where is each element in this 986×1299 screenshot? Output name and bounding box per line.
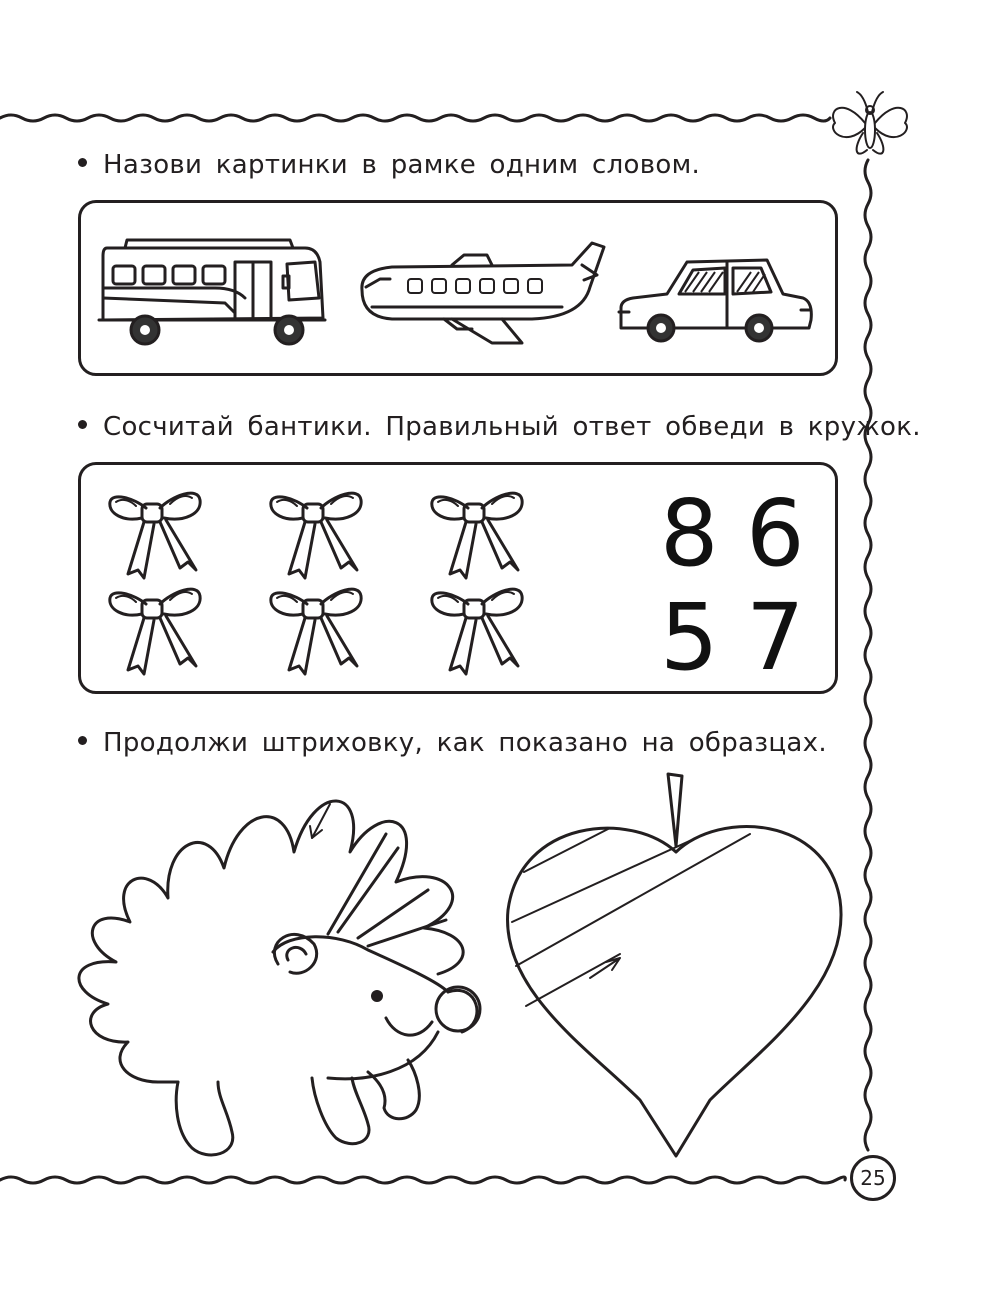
task-1-text: Назови картинки в рамке одним словом.: [103, 150, 701, 180]
heart-picture[interactable]: [500, 770, 860, 1160]
task-3-instruction: [78, 728, 827, 758]
bullet: [78, 736, 87, 745]
bullet: [78, 158, 87, 167]
airplane-picture: [352, 235, 612, 355]
answer-option-5[interactable]: 5: [660, 584, 719, 691]
bullet: [78, 420, 87, 429]
bow-4: [104, 574, 204, 678]
bow-6: [426, 574, 526, 678]
page-number-text: 25: [860, 1166, 886, 1190]
task-2-text: Сосчитай бантики. Правильный ответ обведи в кружок.: [103, 412, 921, 442]
bow-3: [426, 478, 526, 582]
butterfly-icon: [825, 78, 915, 168]
bus-picture: [95, 228, 335, 358]
answer-option-8[interactable]: 8: [660, 480, 719, 587]
task-2-instruction: [78, 412, 921, 442]
bow-5: [265, 574, 365, 678]
answer-option-6[interactable]: 6: [746, 480, 805, 587]
bow-2: [265, 478, 365, 582]
task-1-instruction: [78, 150, 700, 180]
car-picture: [615, 250, 815, 360]
bow-1: [104, 478, 204, 582]
hedgehog-picture[interactable]: [68, 782, 488, 1162]
answer-option-7[interactable]: 7: [746, 584, 805, 691]
task-3-text: Продолжи штриховку, как показано на образцах.: [103, 728, 827, 758]
page-number: [850, 1155, 896, 1201]
